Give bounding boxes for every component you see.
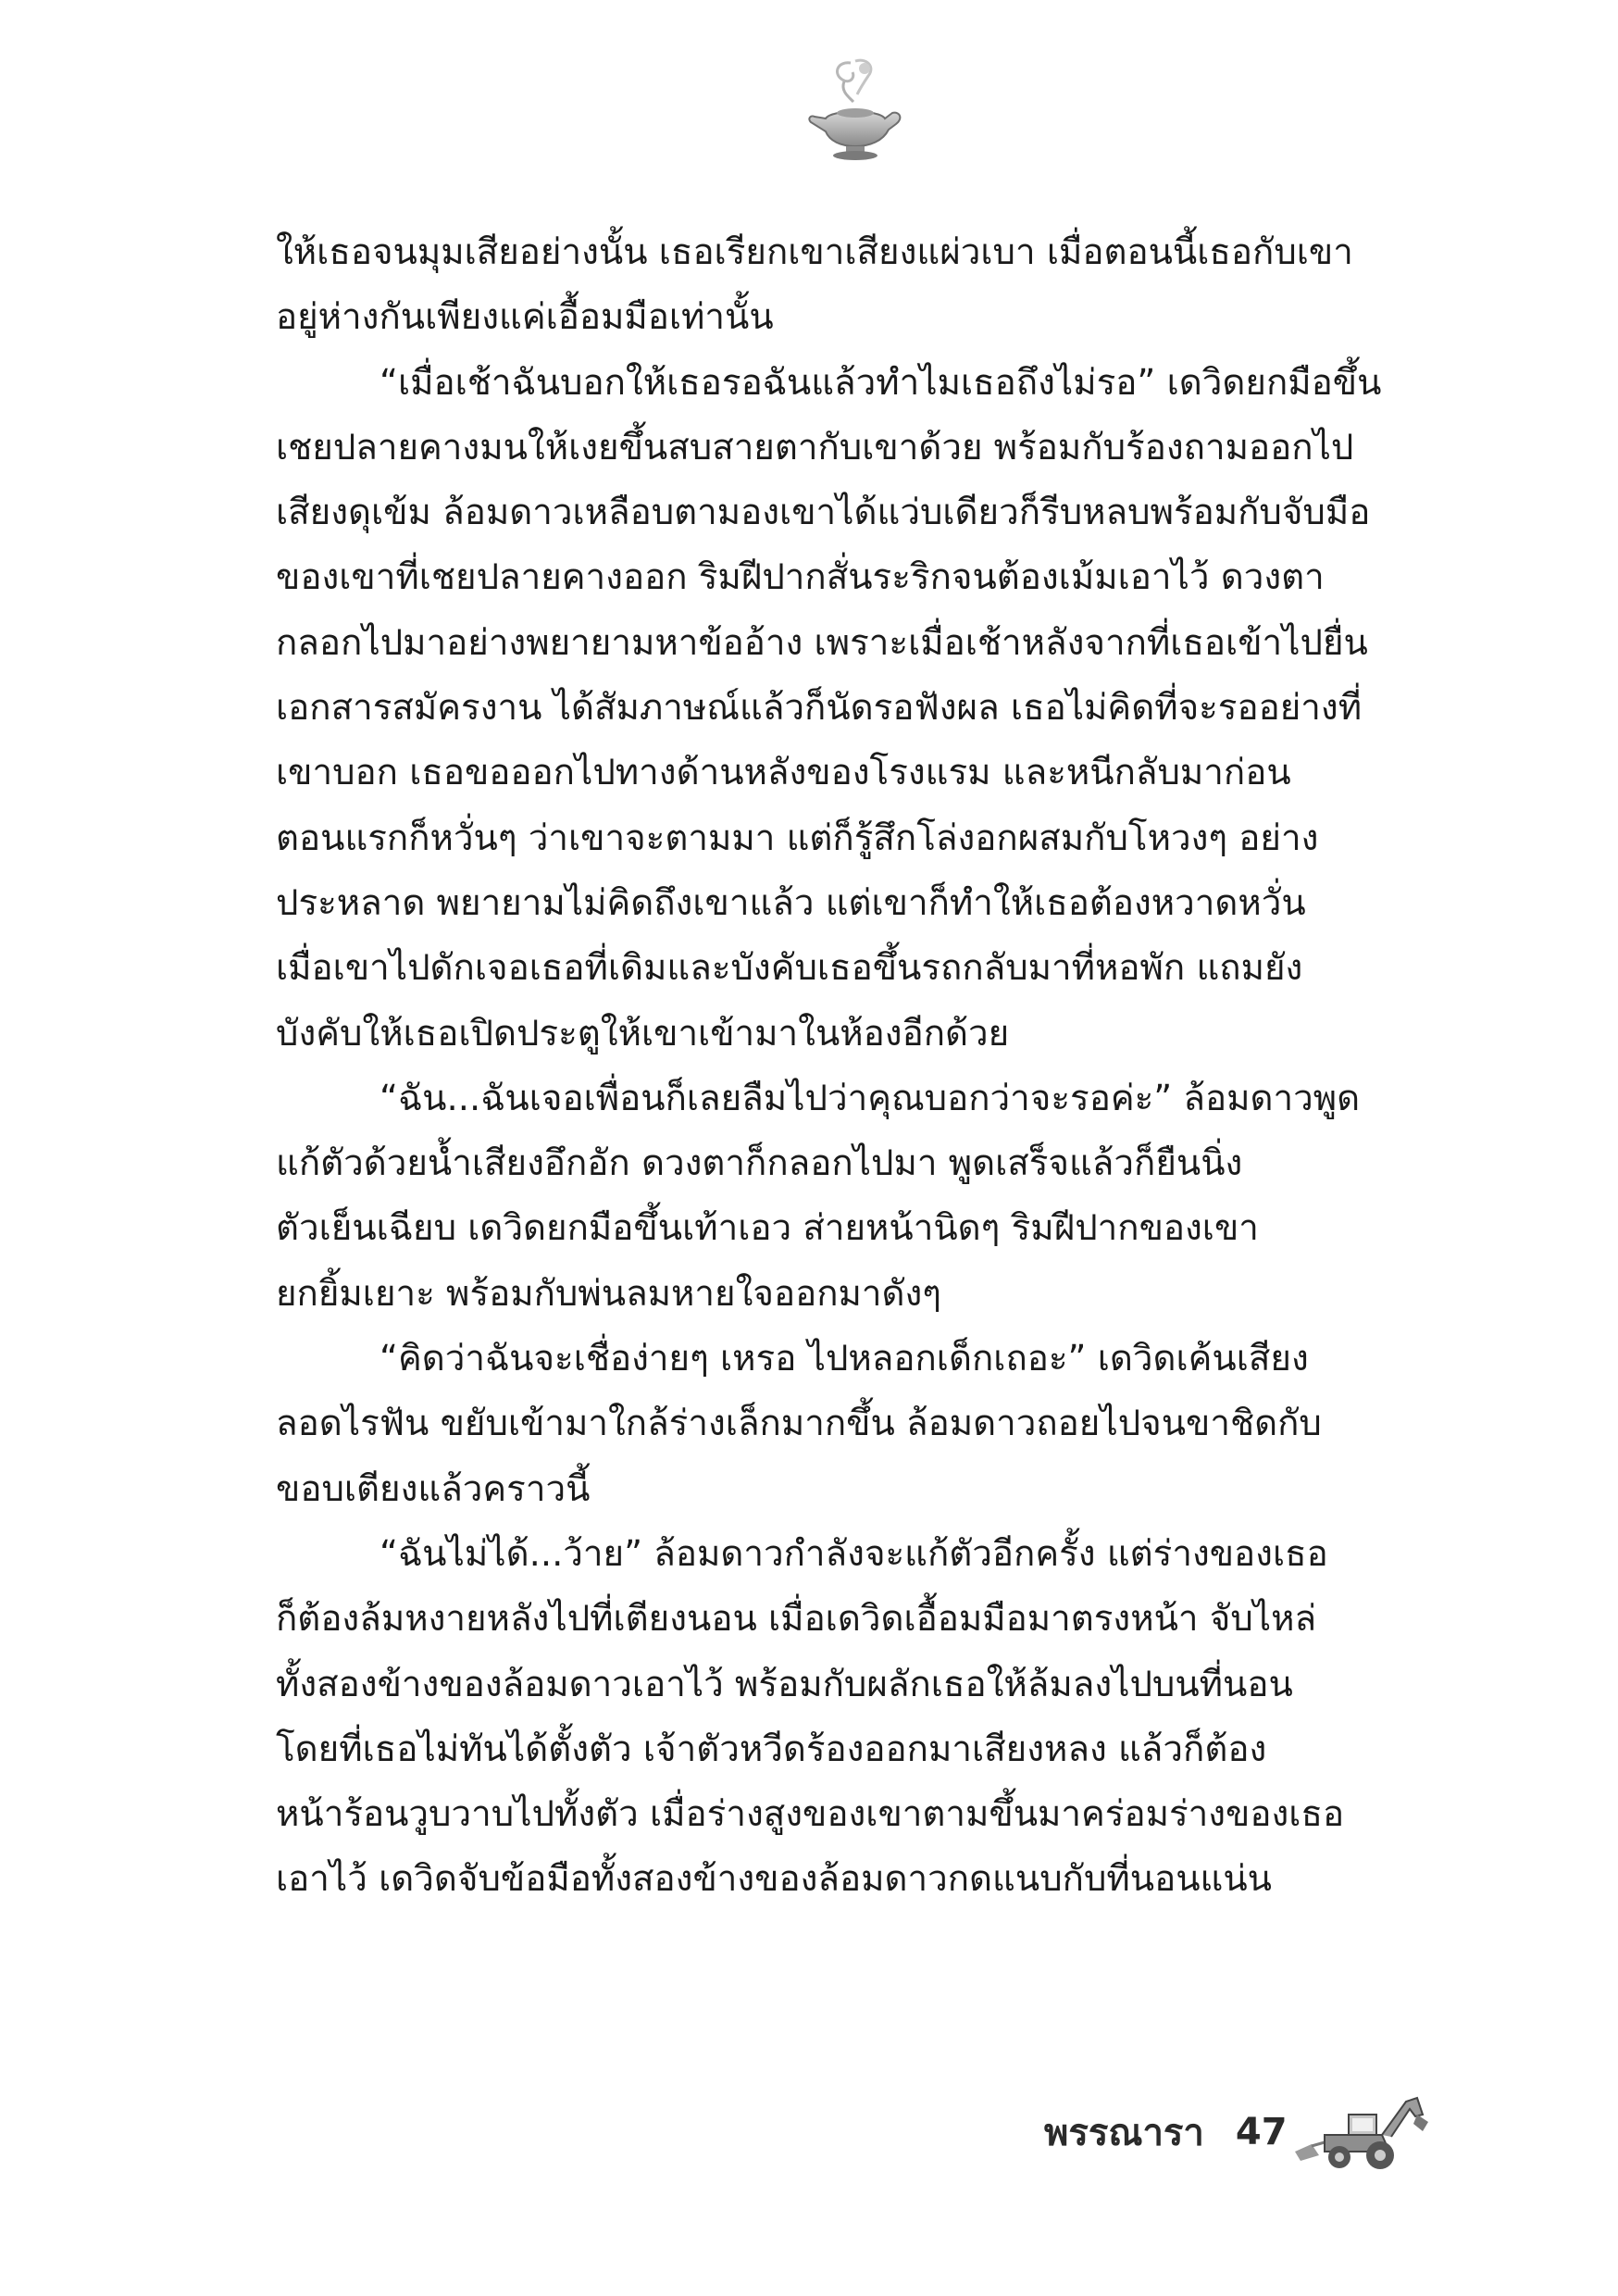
text-line: “เมื่อเช้าฉันบอกให้เธอรอฉันแล้วทำไมเธอถึงไม่รอ” เดวิดยกมือขึ้น xyxy=(380,361,1382,404)
page-footer xyxy=(1044,2090,1432,2174)
text-line: “คิดว่าฉันจะเชื่อง่ายๆ เหรอ ไปหลอกเด็กเถอะ” เดวิดเค้นเสียง xyxy=(380,1338,1309,1380)
text-line: “ฉัน...ฉันเจอเพื่อนก็เลยลืมไปว่าคุณบอกว่าจะรอค่ะ” ล้อมดาวพูด xyxy=(380,1077,1361,1119)
text-line: ให้เธอจนมุมเสียอย่างนั้น เธอเรียกเขาเสียงแผ่วเบา เมื่อตอนนี้เธอกับเขา xyxy=(276,231,1353,273)
text-line: ของเขาที่เชยปลายคางออก ริมฝีปากสั่นระริกจนต้องเม้มเอาไว้ ดวงตา xyxy=(276,556,1325,599)
text-line: ตัวเย็นเฉียบ เดวิดยกมือขึ้นเท้าเอว ส่ายหน้านิดๆ ริมฝีปากของเขา xyxy=(276,1207,1259,1250)
story-text xyxy=(276,220,1457,1913)
text-line: ขอบเตียงแล้วคราวนี้ xyxy=(276,1467,591,1510)
text-line: เชยปลายคางมนให้เงยขึ้นสบสายตากับเขาด้วย พร้อมกับร้องถามออกไป xyxy=(276,426,1354,468)
text-line: เอาไว้ เดวิดจับข้อมือทั้งสองข้างของล้อมดาวกดแนบกับที่นอนแน่น xyxy=(276,1858,1272,1901)
text-line: “ฉันไม่ได้...ว้าย” ล้อมดาวกำลังจะแก้ตัวอีกครั้ง แต่ร่างของเธอ xyxy=(380,1532,1328,1575)
text-line: ก็ต้องล้มหงายหลังไปที่เตียงนอน เมื่อเดวิดเอื้อมมือมาตรงหน้า จับไหล่ xyxy=(276,1598,1317,1641)
text-line: เมื่อเขาไปดักเจอเธอที่เดิมและบังคับเธอขึ้นรถกลับมาที่หอพัก แถมยัง xyxy=(276,947,1303,990)
text-line: บังคับให้เธอเปิดประตูให้เขาเข้ามาในห้องอีกด้วย xyxy=(276,1012,1010,1054)
backhoe-icon xyxy=(1293,2090,1432,2174)
text-line: แก้ตัวด้วยน้ำเสียงอึกอัก ดวงตาก็กลอกไปมา พูดเสร็จแล้วก็ยืนนิ่ง xyxy=(276,1142,1243,1185)
text-line: หน้าร้อนวูบวาบไปทั้งตัว เมื่อร่างสูงของเขาตามขึ้นมาคร่อมร่างของเธอ xyxy=(276,1793,1345,1836)
book-title: พรรณารา xyxy=(1044,2112,1204,2154)
text-line: อยู่ห่างกันเพียงแค่เอื้อมมือเท่านั้น xyxy=(276,296,774,339)
text-line: กลอกไปมาอย่างพยายามหาข้ออ้าง เพราะเมื่อเช้าหลังจากที่เธอเข้าไปยื่น xyxy=(276,621,1368,664)
text-line: ทั้งสองข้างของล้อมดาวเอาไว้ พร้อมกับผลักเธอให้ล้มลงไปบนที่นอน xyxy=(276,1663,1293,1705)
text-line: ตอนแรกก็หวั่นๆ ว่าเขาจะตามมา แต่ก็รู้สึกโล่งอกผสมกับโหวงๆ อย่าง xyxy=(276,817,1319,859)
text-line: เขาบอก เธอขอออกไปทางด้านหลังของโรงแรม และหนีกลับมาก่อน xyxy=(276,752,1291,794)
text-line: ยกยิ้มเยาะ พร้อมกับพ่นลมหายใจออกมาดังๆ xyxy=(276,1272,941,1315)
text-line: เอกสารสมัครงาน ได้สัมภาษณ์แล้วก็นัดรอฟังผล เธอไม่คิดที่จะรออย่างที่ xyxy=(276,687,1363,730)
text-line: โดยที่เธอไม่ทันได้ตั้งตัว เจ้าตัวหวีดร้องออกมาเสียงหลง แล้วก็ต้อง xyxy=(276,1728,1267,1770)
genie-lamp-icon xyxy=(800,54,911,165)
text-line: ประหลาด พยายามไม่คิดถึงเขาแล้ว แต่เขาก็ทำให้เธอต้องหวาดหวั่น xyxy=(276,881,1306,924)
page-number: 47 xyxy=(1235,2111,1288,2153)
text-line: เสียงดุเข้ม ล้อมดาวเหลือบตามองเขาได้แว่บเดียวก็รีบหลบพร้อมกับจับมือ xyxy=(276,492,1371,534)
text-line: ลอดไรฟัน ขยับเข้ามาใกล้ร่างเล็กมากขึ้น ล้อมดาวถอยไปจนขาชิดกับ xyxy=(276,1403,1322,1445)
